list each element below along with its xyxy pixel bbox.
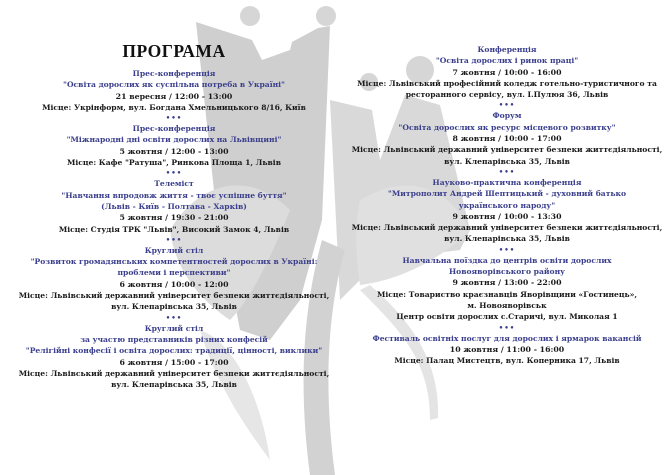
event-location: Місце: Палац Мистецтв, вул. Коперника 17, Львів: [394, 356, 620, 366]
event-date-time: 9 жовтня / 13:00 - 22:00: [452, 278, 562, 288]
event-location: вул. Клепарівська 35, Львів: [111, 302, 237, 312]
separator-dots: •••: [165, 113, 183, 123]
event-date-time: 7 жовтня / 10:00 - 16:00: [452, 67, 562, 77]
program-event: [12, 178, 336, 234]
event-location: Центр освіти дорослих с.Старичі, вул. Миколая 1: [396, 312, 618, 322]
event-name: "Розвиток громадянських компетентностей дорослих в Україні:: [30, 257, 318, 267]
event-date-time: 6 жовтня / 15:00 - 17:00: [119, 357, 229, 367]
figure-head-left: [240, 6, 260, 26]
event-name: "Митрополит Андрей Шептицький - духовний батько: [387, 189, 627, 199]
program-left-column: [12, 40, 336, 390]
event-location: Місце: Студія ТРК "Львів", Високий Замок 4, Львів: [58, 224, 290, 234]
event-name: "Міжнародні дні освіти дорослих на Львівщині": [66, 135, 282, 145]
event-type: Прес-конференція: [132, 124, 216, 134]
event-name: Новояворівського району: [448, 267, 566, 277]
event-location: Місце: Львівський державний університет безпеки життєдіяльності,: [351, 145, 663, 155]
program-event: [342, 177, 672, 245]
event-location: Місце: Львівський державний університет безпеки життєдіяльності,: [351, 223, 663, 233]
event-location: Місце: Товариство краєзнавців Яворівщини «Гостинець»,: [376, 289, 638, 299]
event-location: Місце: Львівський професійний коледж готельно-туристичного та: [357, 78, 657, 88]
event-type: Круглий стіл: [144, 323, 204, 333]
program-right-column: [342, 44, 672, 366]
page-title: ПРОГРАМА: [122, 41, 226, 61]
event-location: вул. Клепарівська 35, Львів: [444, 156, 570, 166]
program-event: [12, 245, 336, 313]
event-type: Круглий стіл: [144, 245, 204, 255]
event-date-time: 6 жовтня / 10:00 - 12:00: [119, 279, 229, 289]
event-location: Місце: Львівський державний університет безпеки життєдіяльності,: [18, 291, 330, 301]
figure-head-mid: [316, 6, 336, 26]
event-location: вул. Клепарівська 35, Львів: [111, 380, 237, 390]
event-name-continued: українського народу": [458, 200, 556, 210]
event-name-continued: (Львів - Київ - Полтава - Харків): [101, 201, 247, 211]
event-date-time: 5 жовтня / 12:00 - 13:00: [119, 146, 229, 156]
program-event: [342, 333, 672, 367]
separator-dots: •••: [498, 244, 516, 254]
event-type: Конференція: [477, 45, 537, 54]
program-event: [342, 110, 672, 166]
event-date-time: 5 жовтня / 19:30 - 21:00: [119, 213, 229, 223]
program-event: [342, 44, 672, 100]
event-name: "Релігійні конфесії і освіта дорослих: традиції, цінності, виклики": [25, 346, 323, 356]
event-name: "Освіта дорослих як ресурс місцевого розвитку": [398, 122, 616, 132]
event-location: ресторанного сервісу, вул. І.Пулюя 36, Львів: [405, 90, 609, 100]
event-location: Місце: Укрінформ, вул. Богдана Хмельницького 8/16, Київ: [42, 102, 306, 112]
separator-dots: •••: [498, 166, 516, 176]
program-event: [12, 323, 336, 391]
event-date-time: 10 жовтня / 11:00 - 16:00: [449, 344, 565, 354]
event-name: "Освіта дорослих і ринок праці": [435, 56, 579, 66]
event-name: "Навчання впродовж життя - твоє успішне буття": [61, 190, 287, 200]
event-subtitle: за участю представників різних конфесій: [80, 334, 268, 344]
separator-dots: •••: [498, 100, 516, 110]
program-event: [12, 68, 336, 113]
event-type: Фестиваль освітніх послуг для дорослих і ярмарок вакансій: [372, 333, 642, 343]
separator-dots: •••: [498, 322, 516, 332]
event-location: м. Новояворівськ: [467, 300, 547, 310]
event-location: Місце: Львівський державний університет безпеки життєдіяльності,: [18, 368, 330, 378]
event-name: "Освіта дорослих як суспільна потреба в Україні": [62, 80, 285, 90]
event-name-continued: проблеми і перспективи": [117, 268, 231, 278]
program-event: [12, 123, 336, 168]
event-location: вул. Клепарівська 35, Львів: [444, 234, 570, 244]
event-type: Форум: [492, 111, 522, 121]
event-type: Телеміст: [154, 179, 194, 189]
separator-dots: •••: [165, 312, 183, 322]
separator-dots: •••: [165, 234, 183, 244]
separator-dots: •••: [165, 168, 183, 178]
event-date-time: 21 вересня / 12:00 - 13:00: [115, 91, 233, 101]
event-location: Місце: Кафе "Ратуша", Ринкова Площа 1, Львів: [67, 158, 281, 168]
program-event: [342, 255, 672, 323]
event-type: Прес-конференція: [132, 69, 216, 78]
event-date-time: 9 жовтня / 10:00 - 13:30: [452, 211, 562, 221]
event-type: Навчальна поїздка до центрів освіти дорослих: [402, 255, 612, 265]
event-date-time: 8 жовтня / 10:00 - 17:00: [452, 134, 562, 144]
event-type: Науково-практична конференція: [432, 177, 582, 187]
